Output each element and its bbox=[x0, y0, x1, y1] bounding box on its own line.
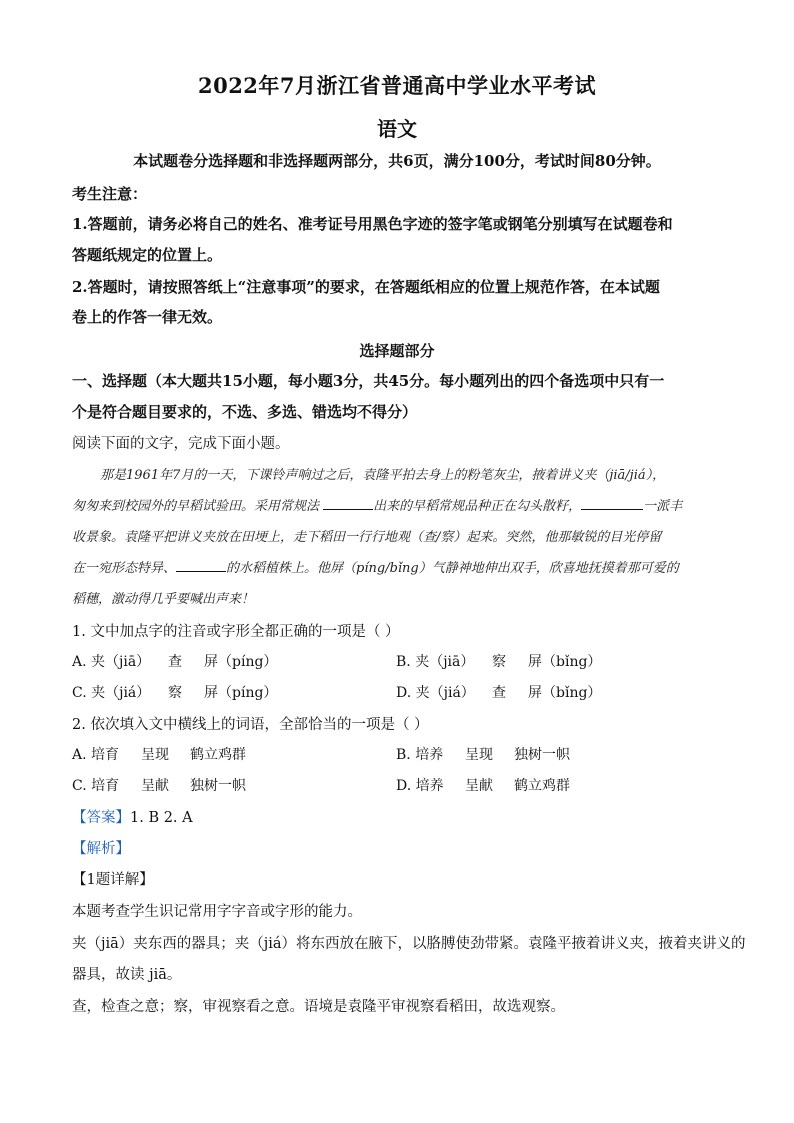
notes-heading: 考生注意： bbox=[72, 185, 148, 203]
analysis-tag: 【解析】 bbox=[72, 841, 130, 857]
analysis-para-1: 本题考查学生识记常用字字音或字形的能力。 bbox=[72, 904, 362, 920]
passage-line-2-part-c: 一派丰 bbox=[643, 499, 683, 514]
blank-3 bbox=[176, 559, 226, 572]
q2-option-a-part-3: 鹤立鸡群 bbox=[190, 747, 246, 763]
q1-option-d-part-3: 屏（bǐng） bbox=[528, 685, 602, 701]
q2-option-c bbox=[72, 775, 246, 795]
passage-line-2 bbox=[72, 495, 682, 514]
passage-line-4 bbox=[72, 557, 679, 576]
analysis-para-2-line-1: 夹（jiā）夹东西的器具；夹（jiá）将东西放在腋下，以胳膊使劲带紧。袁隆平掖着讲义夹，掖着夹讲义的 bbox=[72, 936, 746, 952]
q1-option-b-part-2: 察 bbox=[492, 654, 506, 670]
note-1-line-1: 1.答题前，请务必将自己的姓名、准考证号用黑色字迹的签字笔或钢笔分别填写在试题卷和 bbox=[72, 215, 673, 233]
q1-option-a-part-1: A. 夹（jiā） bbox=[72, 654, 151, 670]
section-heading: 选择题部分 bbox=[359, 342, 435, 360]
blank-1 bbox=[323, 497, 373, 510]
answer-tag: 【答案】 bbox=[72, 810, 130, 826]
q2-option-a-part-1: A. 培育 bbox=[72, 747, 120, 763]
q2-option-a bbox=[72, 744, 246, 764]
analysis-para-3: 查，检查之意；察，审视察看之意。语境是袁隆平审视察看稻田，故选观察。 bbox=[72, 999, 565, 1015]
passage-line-2-part-b: 出来的早稻常规品种正在勾头散籽， bbox=[373, 499, 582, 514]
read-prompt: 阅读下面的文字，完成下面小题。 bbox=[72, 436, 290, 452]
q1-option-c-part-3: 屏（píng） bbox=[204, 685, 278, 701]
q1-option-b-part-1: B. 夹（jiā） bbox=[396, 654, 475, 670]
note-2-line-1: 2.答题时，请按照答纸上“注意事项”的要求，在答题纸相应的位置上规范作答，在本试题 bbox=[72, 278, 660, 296]
q2-option-c-part-3: 独树一帜 bbox=[190, 778, 246, 794]
q1-option-d bbox=[396, 682, 601, 702]
passage-line-5: 稻穗，激动得几乎要喊出声来！ bbox=[72, 592, 255, 607]
q2-option-d-part-3: 鹤立鸡群 bbox=[514, 778, 570, 794]
q2-option-b-part-2: 呈现 bbox=[465, 747, 493, 763]
q1-option-a bbox=[72, 651, 277, 671]
q2-option-c-part-2: 呈献 bbox=[141, 778, 169, 794]
note-1-line-2: 答题纸规定的位置上。 bbox=[72, 246, 223, 264]
q1-option-c-part-2: 察 bbox=[168, 685, 182, 701]
passage-line-2-part-a: 匆匆来到校园外的早稻试验田。采用常规法 bbox=[72, 499, 324, 514]
exam-title: 2022年7月浙江省普通高中学业水平考试 bbox=[197, 73, 597, 98]
q1-option-d-part-2: 查 bbox=[492, 685, 506, 701]
q1-option-d-part-1: D. 夹（jiá） bbox=[396, 685, 475, 701]
exam-instructions: 本试题卷分选择题和非选择题两部分，共6页，满分100分，考试时间80分钟。 bbox=[133, 152, 661, 170]
question-1-stem: 1. 文中加点字的注音或字形全都正确的一项是（ ） bbox=[72, 624, 400, 640]
q1-option-b bbox=[396, 651, 601, 671]
q1-option-a-part-2: 查 bbox=[168, 654, 182, 670]
q1-detail-tag: 【1题详解】 bbox=[72, 872, 154, 888]
part1-intro-line-1: 一、选择题（本大题共15小题，每小题3分，共45分。每小题列出的四个备选项中只有一 bbox=[72, 372, 665, 390]
blank-2 bbox=[581, 497, 643, 510]
passage-line-3: 收景象。袁隆平把讲义夹放在田埂上，走下稻田一行行地观（查/察）起来。突然，他那敏锐的目光停留 bbox=[72, 530, 662, 545]
q1-option-b-part-3: 屏（bǐng） bbox=[528, 654, 602, 670]
passage-line-1: 那是1961年7月的一天，下课铃声响过之后，袁隆平拍去身上的粉笔灰尘，掖着讲义夹（jiā/jiá）， bbox=[100, 468, 666, 483]
subject-title: 语文 bbox=[377, 117, 417, 141]
answer-text: 1. B 2. A bbox=[130, 810, 193, 826]
answer-line bbox=[72, 806, 193, 827]
question-2-stem: 2. 依次填入文中横线上的词语，全部恰当的一项是（ ） bbox=[72, 717, 429, 733]
part1-intro-line-2: 个是符合题目要求的，不选、多选、错选均不得分） bbox=[72, 403, 418, 421]
q2-option-b bbox=[396, 744, 570, 764]
q2-option-b-part-1: B. 培养 bbox=[396, 747, 444, 763]
passage-line-4-part-b: 的水稻植株上。他屏（píng/bǐng）气静神地伸出双手，欣喜地抚摸着那可爱的 bbox=[226, 561, 679, 576]
q2-option-a-part-2: 呈现 bbox=[141, 747, 169, 763]
q2-option-b-part-3: 独树一帜 bbox=[514, 747, 570, 763]
q2-option-d bbox=[396, 775, 570, 795]
passage-line-4-part-a: 在一宛形态特异、 bbox=[72, 561, 177, 576]
note-2-line-2: 卷上的作答一律无效。 bbox=[72, 308, 223, 326]
q1-option-c-part-1: C. 夹（jiá） bbox=[72, 685, 151, 701]
q2-option-d-part-2: 呈献 bbox=[465, 778, 493, 794]
q1-option-c bbox=[72, 682, 277, 702]
analysis-para-2-line-2: 器具，故读 jiā。 bbox=[72, 967, 182, 983]
q2-option-c-part-1: C. 培育 bbox=[72, 778, 120, 794]
q2-option-d-part-1: D. 培养 bbox=[396, 778, 444, 794]
q1-option-a-part-3: 屏（píng） bbox=[204, 654, 278, 670]
